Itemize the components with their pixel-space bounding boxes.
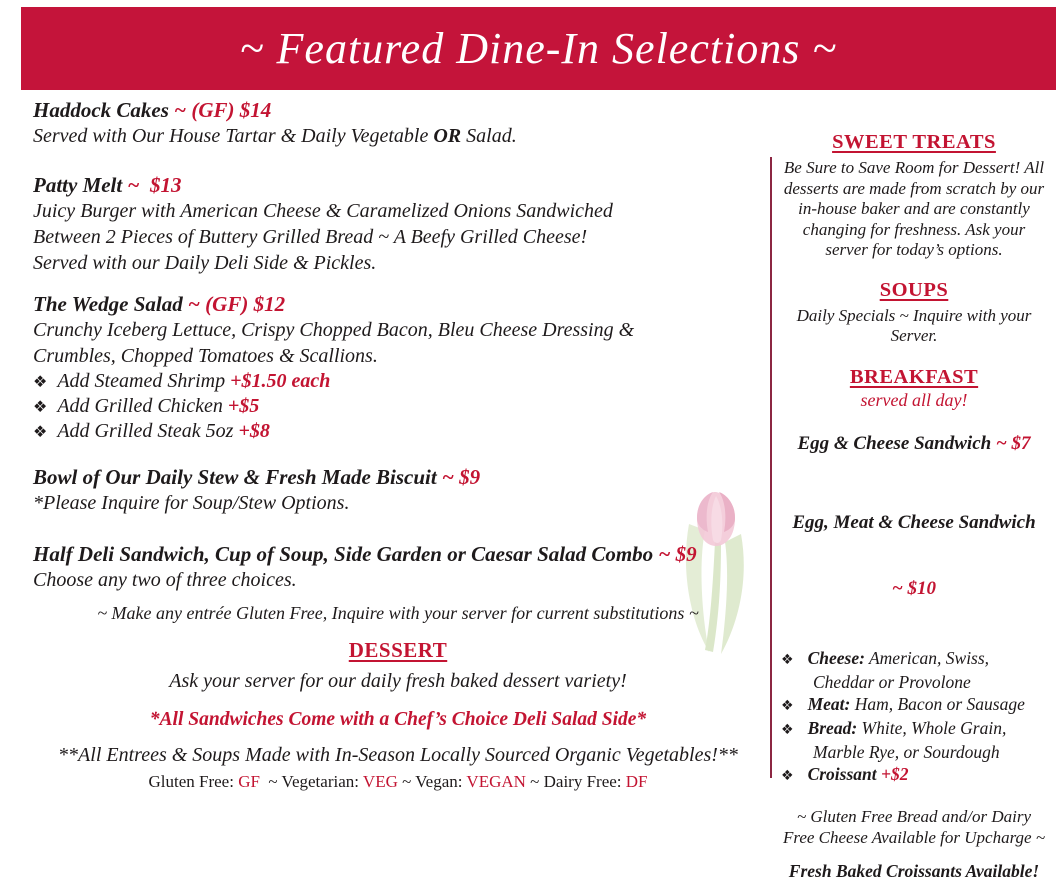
item-description: *Please Inquire for Soup/Stew Options.	[33, 492, 350, 514]
option-cheese	[781, 647, 1047, 693]
sandwich-side-note: *All Sandwiches Come with a Chef’s Choice Deli Salad Side*	[149, 709, 647, 730]
croissants-note: Fresh Baked Croissants Available!	[788, 860, 1040, 881]
diamond-bullet-icon: ❖	[781, 767, 794, 784]
item-price: ~ (GF) $12	[187, 292, 286, 316]
sweet-treats-heading: SWEET TREATS	[832, 131, 996, 153]
dessert-text: Ask your server for our daily fresh baked dessert variety!	[169, 670, 627, 692]
addon-text: Add Steamed Shrimp	[57, 370, 231, 392]
item-name: Egg & Cheese Sandwich	[797, 432, 996, 454]
breakfast-section	[781, 365, 1047, 787]
item-description: Served with our Daily Deli Side & Pickles.	[33, 252, 377, 274]
upcharge-note: ~ Gluten Free Bread and/or Dairy Free Cheese Available for Upcharge ~	[782, 806, 1046, 847]
legend-label: Gluten Free:	[148, 772, 239, 791]
addon-item	[33, 369, 763, 394]
diamond-bullet-icon: ❖	[33, 372, 48, 391]
diamond-bullet-icon: ❖	[33, 397, 48, 416]
option-label: Meat:	[807, 693, 851, 714]
legend-code: VEGAN	[466, 772, 526, 791]
addon-text: Add Grilled Steak 5oz	[57, 420, 239, 442]
option-label: Bread:	[807, 717, 858, 738]
item-title	[33, 291, 763, 317]
organic-vegetables-note: **All Entrees & Soups Made with In-Season Locally Sourced Organic Vegetables!**	[58, 744, 738, 766]
gluten-free-note: ~ Make any entrée Gluten Free, Inquire with your server for current substitutions ~	[97, 603, 699, 623]
dietary-legend	[33, 772, 763, 792]
breakfast-options	[781, 647, 1047, 787]
item-name: Half Deli Sandwich, Cup of Soup, Side Garden or Caesar Salad Combo	[33, 542, 659, 566]
description-bold-text: OR	[433, 125, 462, 147]
description-text: Salad.	[461, 125, 517, 147]
item-description: Crumbles, Chopped Tomatoes & Scallions.	[33, 345, 378, 367]
addon-item	[33, 394, 763, 419]
legend-label: ~ Vegan:	[397, 772, 467, 791]
item-description: Crunchy Iceberg Lettuce, Crispy Chopped Bacon, Bleu Cheese Dressing &	[33, 319, 635, 341]
item-price: ~ $9	[658, 542, 697, 566]
item-name: Egg, Meat & Cheese Sandwich	[792, 511, 1036, 533]
item-name: Haddock Cakes	[33, 98, 175, 122]
option-price: +$2	[881, 763, 909, 784]
option-label: Cheese:	[807, 647, 865, 668]
diamond-bullet-icon: ❖	[781, 721, 794, 738]
option-label: Croissant	[807, 763, 881, 784]
vertical-divider	[770, 157, 772, 778]
menu-item-patty-melt	[33, 172, 763, 276]
option-text: White, Whole Grain, Marble Rye, or Sourdough	[813, 717, 1007, 762]
addon-price: +$1.50 each	[230, 370, 331, 392]
item-description: Juicy Burger with American Cheese & Caramelized Onions Sandwiched	[33, 200, 613, 222]
option-text: American, Swiss, Cheddar or Provolone	[813, 647, 990, 692]
option-croissant	[781, 763, 1047, 787]
legend-label: ~ Dairy Free:	[525, 772, 626, 791]
item-title	[33, 172, 763, 198]
legend-code: VEG	[362, 772, 398, 791]
legend-code: GF	[238, 772, 260, 791]
page-title: ~ Featured Dine-In Selections ~	[239, 24, 838, 73]
entrees-section	[33, 97, 763, 792]
item-name: The Wedge Salad	[33, 292, 188, 316]
diamond-bullet-icon: ❖	[781, 697, 794, 714]
option-text: Ham, Bacon or Sausage	[850, 693, 1025, 714]
soups-heading: SOUPS	[879, 278, 949, 301]
menu-item-daily-stew	[33, 464, 763, 516]
item-title	[33, 464, 763, 490]
breakfast-heading: BREAKFAST	[849, 365, 979, 388]
menu-item-wedge-salad	[33, 291, 763, 444]
sweet-treats-section	[781, 130, 1047, 261]
breakfast-item-egg-meat-cheese	[781, 468, 1047, 644]
breakfast-subheading: served all day!	[860, 389, 968, 410]
addon-item	[33, 419, 763, 444]
item-title	[33, 541, 763, 567]
diamond-bullet-icon: ❖	[781, 651, 794, 668]
option-bread	[781, 717, 1047, 763]
item-title	[33, 97, 763, 123]
option-meat	[781, 693, 1047, 717]
breakfast-item-egg-cheese	[781, 433, 1047, 455]
item-price: ~ $10	[891, 577, 937, 599]
item-price: ~ $9	[441, 465, 481, 489]
item-price: ~ $13	[127, 173, 182, 197]
menu-item-haddock-cakes	[33, 97, 763, 149]
addon-price: +$8	[238, 420, 270, 442]
description-text: Served with Our House Tartar & Daily Vegetable	[33, 125, 434, 147]
item-name: Patty Melt	[33, 173, 128, 197]
banner	[21, 7, 1056, 90]
item-description: Choose any two of three choices.	[33, 569, 297, 591]
legend-label: ~ Vegetarian:	[259, 772, 363, 791]
addon-price: +$5	[227, 395, 260, 417]
item-name: Bowl of Our Daily Stew & Fresh Made Biscuit	[33, 465, 442, 489]
item-price: ~ (GF) $14	[174, 98, 272, 122]
item-price: ~ $7	[995, 432, 1031, 454]
sweet-treats-text: Be Sure to Save Room for Dessert! All desserts are made from scratch by our in-house baker and are constantly changing for freshness. Ask your server for today’s options.	[783, 158, 1045, 259]
item-description	[33, 123, 763, 149]
soups-section	[781, 278, 1047, 347]
addon-text: Add Grilled Chicken	[57, 395, 228, 417]
item-description: Between 2 Pieces of Buttery Grilled Bread ~ A Beefy Grilled Cheese!	[33, 226, 588, 248]
soups-text: Daily Specials ~ Inquire with your Server.	[796, 305, 1032, 345]
menu-item-deli-combo	[33, 541, 763, 593]
diamond-bullet-icon: ❖	[33, 422, 48, 441]
legend-code: DF	[625, 772, 648, 791]
dessert-heading: DESSERT	[348, 638, 448, 662]
sidebar	[781, 130, 1047, 882]
